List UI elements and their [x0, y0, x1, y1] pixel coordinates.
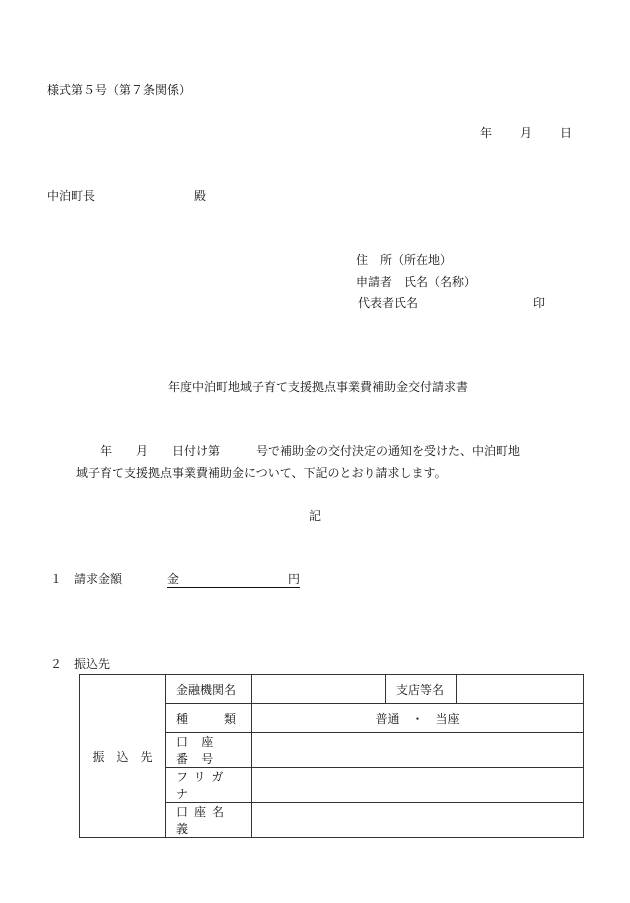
furigana-label: フリガナ — [166, 768, 252, 803]
body-line-1: 年 月 日付け第 号で補助金の交付決定の通知を受けた、中泊町地 — [100, 444, 521, 458]
account-type-label: 種 類 — [166, 704, 252, 733]
transfer-group-label: 振 込 先 — [80, 675, 166, 838]
document-title: 年度中泊町地域子育て支援拠点事業費補助金交付請求書 — [168, 380, 469, 394]
form-number: 様式第５号（第７条関係） — [47, 83, 192, 97]
account-number-label: 口座番号 — [166, 733, 252, 768]
bank-transfer-table — [79, 674, 584, 838]
addressee-honorific: 殿 — [194, 189, 207, 203]
account-type-options[interactable]: 普通 ・ 当座 — [252, 704, 584, 733]
applicant-rep-label: 代表者氏名 — [358, 296, 419, 310]
item2-number: ２ — [50, 657, 63, 671]
date-year: 年 — [480, 126, 493, 140]
bank-name-field[interactable] — [252, 675, 386, 704]
bank-name-label: 金融機関名 — [166, 675, 252, 704]
addressee-name: 中泊町長 — [47, 189, 96, 203]
body-line-2: 域子育て支援拠点事業費補助金について、下記のとおり請求します。 — [76, 466, 447, 480]
date-day: 日 — [560, 126, 573, 140]
furigana-field[interactable] — [252, 768, 584, 803]
amount-suffix: 円 — [287, 572, 300, 586]
branch-label: 支店等名 — [386, 675, 457, 704]
seal-mark: 印 — [533, 296, 546, 310]
account-holder-field[interactable] — [252, 803, 584, 838]
account-holder-label: 口座名義 — [166, 803, 252, 838]
account-number-field[interactable] — [252, 733, 584, 768]
date-month: 月 — [520, 126, 533, 140]
item1-label: 請求金額 — [74, 572, 123, 586]
note-heading: 記 — [309, 509, 322, 523]
amount-field[interactable] — [167, 571, 300, 588]
table-row — [80, 675, 584, 704]
applicant-name-label: 申請者 氏名（名称） — [356, 275, 477, 289]
applicant-address-label: 住 所（所在地） — [356, 253, 453, 267]
item1-number: １ — [50, 572, 63, 586]
item2-label: 振込先 — [74, 657, 111, 671]
amount-prefix: 金 — [167, 572, 180, 586]
branch-field[interactable] — [457, 675, 584, 704]
